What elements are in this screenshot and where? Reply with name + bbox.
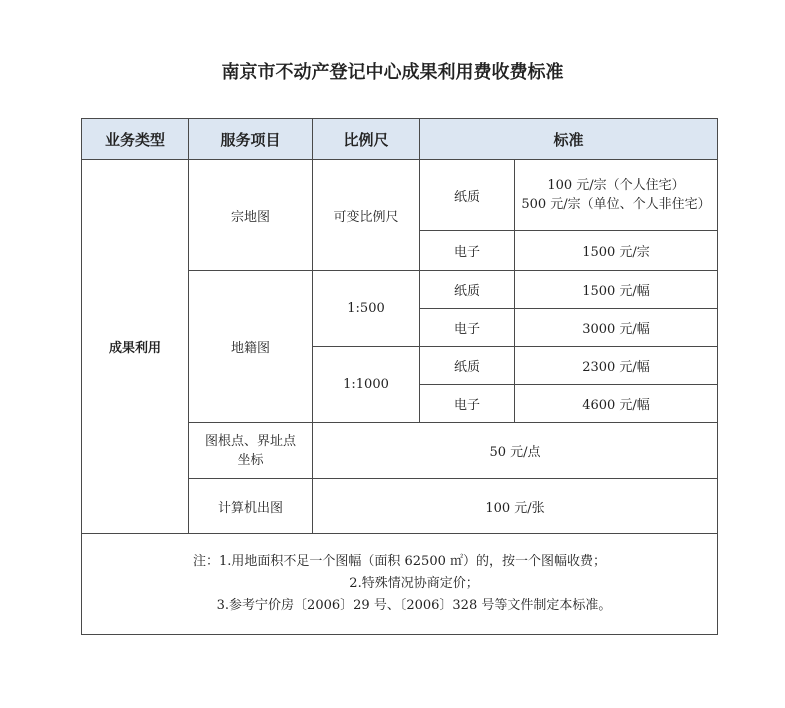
page-title: 南京市不动产登记中心成果利用费收费标准 [221,62,564,83]
medium-label: 电子 [420,385,515,423]
header-scale: 比例尺 [313,119,420,160]
price-cell [515,160,718,231]
medium-label: 纸质 [420,347,515,385]
price-cell: 3000 元/幅 [515,309,718,347]
header-standard: 标准 [420,119,718,160]
note-line: 2.特殊情况协商定价； [349,576,479,591]
price-line: 500 元/宗（单位、个人非住宅） [521,197,711,212]
price-cell: 2300 元/幅 [515,347,718,385]
header-business-type: 业务类型 [82,119,189,160]
medium-label: 纸质 [420,271,515,309]
medium-label: 电子 [420,231,515,271]
price-cell: 50 元/点 [313,423,718,479]
note-line: 3.参考宁价房〔2006〕29 号、〔2006〕328 号等文件制定本标准。 [216,598,612,613]
price-cell: 100 元/张 [313,479,718,534]
header-service-item: 服务项目 [189,119,313,160]
fee-table [81,118,718,635]
notes-cell [82,534,718,635]
price-cell: 1500 元/幅 [515,271,718,309]
medium-label: 纸质 [420,160,515,231]
note-line: 注：1.用地面积不足一个图幅（面积 62500 ㎡）的，按一个图幅收费； [192,554,607,569]
service-item-computer-plot: 计算机出图 [189,479,313,534]
price-cell: 4600 元/幅 [515,385,718,423]
table-row [82,160,718,231]
service-item-cadastral: 地籍图 [189,271,313,423]
notes-row [82,534,718,635]
service-item-control-points: 图根点、界址点坐标 [189,423,313,479]
price-line: 100 元/宗（个人住宅） [547,178,685,193]
header-row [82,119,718,160]
business-type-cell: 成果利用 [82,160,189,534]
service-item-zongdi: 宗地图 [189,160,313,271]
scale-cell: 1:1000 [313,347,420,423]
scale-cell: 1:500 [313,271,420,347]
scale-variable: 可变比例尺 [313,160,420,271]
price-cell: 1500 元/宗 [515,231,718,271]
medium-label: 电子 [420,309,515,347]
